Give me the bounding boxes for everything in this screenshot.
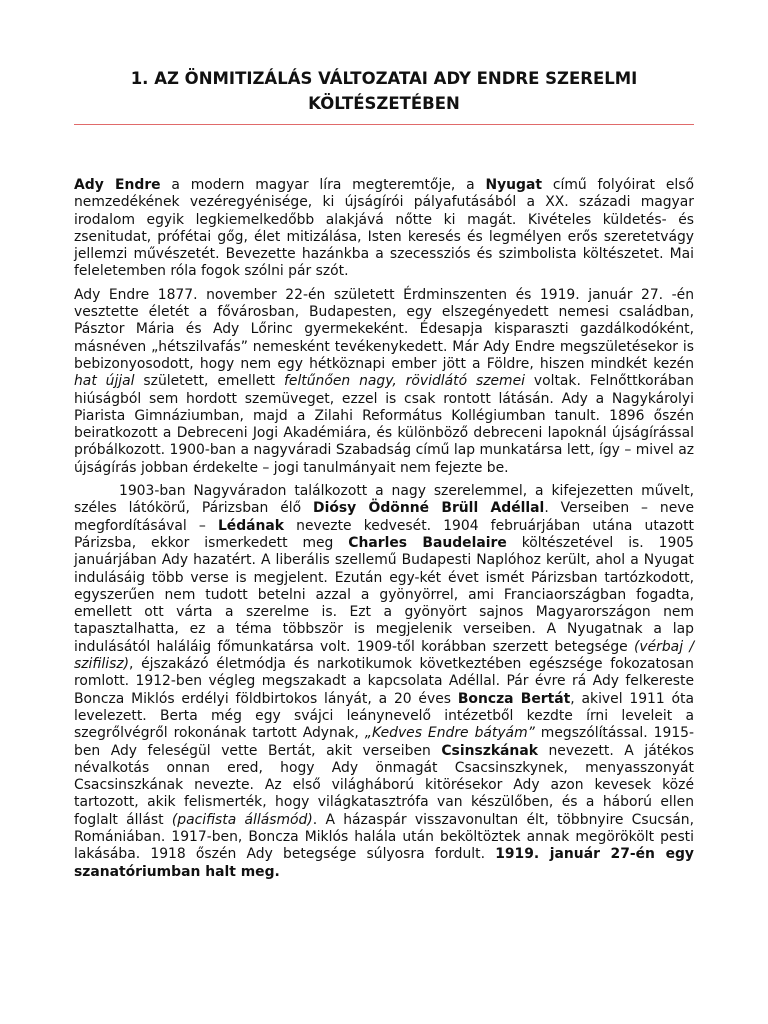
italic-text: hat újjal xyxy=(74,373,135,390)
text-run: megszólítással. 1915-ben Ady feleségül vette Bertát, akit verseiben xyxy=(74,725,695,759)
document-body xyxy=(74,177,694,887)
italic-text: feltűnően nagy, rövidlátó szemei xyxy=(284,373,525,390)
bold-text: Lédának xyxy=(217,517,285,534)
text-run: . Verseiben – neve megfordításával – xyxy=(74,500,695,534)
text-run: 1903-ban Nagyváradon találkozott a nagy szerelemmel, a kifejezetten művelt, széles látókörű, Párizsban élő xyxy=(74,483,694,517)
italic-text: (pacifista állásmód) xyxy=(171,811,313,828)
paragraph-biography xyxy=(74,287,694,477)
title-divider xyxy=(74,124,694,125)
text-run: című folyóirat első nemzedékének vezéregyénisége, ki újságírói pályafutásából a XX. századi magyar irodalom egyik legkiemelkedőbb alakjává nőtte ki magát. Kivételes küldetés- és zsenitudat, prófétai gőg, élet mitizálása, Isten keresés és legmélyen erős szeretetvágy jellemzi művészetét. Bevezette hazánkba a szecessziós és szimbolista költészetet. Mai feleletemben róla fogok szólni pár szót. xyxy=(74,177,694,280)
bold-text: Nyugat xyxy=(485,177,543,193)
text-run: született, emellett xyxy=(134,373,285,390)
text-run: Ady Endre 1877. november 22-én született Érdminszenten és 1919. január 27. -én vesztette életét a fővárosban, Budapesten, egy elszegényedett nemesi családban, Pásztor Mária és Ady Lőrinc gyermekeként. Édesapja kisparaszti gazdálkodóként, másnéven „hétszilvafás” nemesként tevékenykedett. Már Ady Endre megszületésekor is bebizonyosodott, hogy nem egy hétköznapi ember jött a Földre, hiszen mindkét kezén xyxy=(74,286,694,372)
page-title: 1. AZ ÖNMITIZÁLÁS VÁLTOZATAI ADY ENDRE SZERELMI KÖLTÉSZETÉBEN xyxy=(130,69,638,113)
italic-text: „Kedves Endre bátyám” xyxy=(364,725,535,742)
bold-text: 1919. január 27-én egy szanatóriumban halt meg. xyxy=(74,846,694,880)
text-run: költészetével is. 1905 januárjában Ady hazatért. A liberális szellemű Budapesti Naplóhoz került, ahol a Nyugat indulásáig több verse is megjelent. Ezután egy-két évet ismét Párizsban tartózkodott, egyszerűen nem tudott betelni azzal a gyönyörrel, ami Franciaországban fogadta, emellett ott várta a szerelme is. Ezt a gyönyört sajnos Magyarországon nem tapasztalhatta, ez a téma többször is megjelenik verseiben. A Nyugatnak a lap indulásától haláláig főmunkatársa volt. 1909-től korábban szerzett betegsége xyxy=(74,534,694,655)
bold-text: Boncza Bertát xyxy=(457,690,571,707)
text-run: . A házaspár visszavonultan élt, többnyire Csucsán, Romániában. 1917-ben, Boncza Miklós halála után beköltöztek annak megörökölt pesti lakásába. 1918 őszén Ady betegsége súlyosra fordult. xyxy=(74,811,695,863)
paragraph-love-life xyxy=(74,483,694,881)
text-run: nevezte kedvesét. 1904 februárjában utána utazott Párizsba, ekkor ismerkedett meg xyxy=(74,517,694,551)
text-run: a modern magyar líra megteremtője, a xyxy=(160,177,486,193)
bold-text: Ady Endre xyxy=(74,177,161,193)
bold-text: Charles Baudelaire xyxy=(348,534,507,551)
italic-text: (vérbaj / szifilisz) xyxy=(74,638,694,673)
text-run: , éjszakázó életmódja és narkotikumok következtében egészsége fokozatosan romlott. 1912-ben végleg megszakadt a kapcsolata Adéllal. Pár évre rá Ady felkereste Boncza Miklós erdélyi földbirtokos lányát, a 20 éves xyxy=(74,656,694,707)
text-run: , akivel 1911 óta levelezett. Berta még egy svájci leánynevelő intézetből kezdte írni leveleit a szegrőlvégről rokonának tartott Adynak, xyxy=(74,690,694,742)
bold-text: Csinszkának xyxy=(441,742,538,759)
bold-text: Diósy Ödönné Brüll Adéllal xyxy=(313,500,545,517)
text-run: voltak. Felnőttkorában hiúságból sem hordott szemüveget, ezzel is csak rontott látásán. Ady a Nagykárolyi Piarista Gimnáziumban, majd a Zilahi Református Kollégiumban tanult. 1896 őszén beiratkozott a Debreceni Jogi Akadémiára, és különböző debreceni lapoknál újságírással próbálkozott. 1900-ban a nagyváradi Szabadság című lap munkatársa lett, így – mivel az újságírás jobban érdekelte – jogi tanulmányait nem fejezte be. xyxy=(74,373,694,476)
text-run: nevezett. A játékos névalkotás onnan ered, hogy Ady önmagát Csacsinszkynek, menyasszonyát Csacsinszkának nevezte. Az első világháború kitörésekor Ady azon kevesek közé tartozott, akik felismerték, hogy világkatasztrófa van készülőben, és a háború ellen foglalt állást xyxy=(74,742,694,828)
paragraph-intro xyxy=(74,177,694,281)
